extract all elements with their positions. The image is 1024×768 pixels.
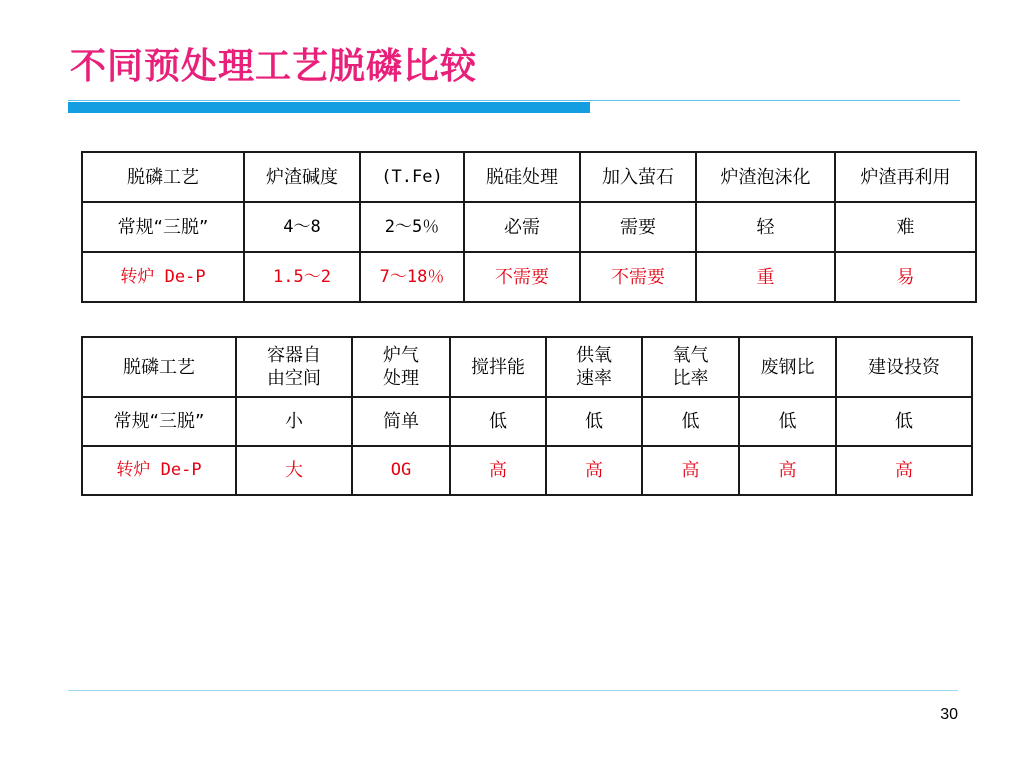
table-cell: 1.5～2 [244,252,360,302]
table-cell: 转炉 De-P [82,252,244,302]
table-cell: 需要 [580,202,696,252]
header-line: 由空间 [267,368,321,389]
table-cell: 2～5％ [360,202,464,252]
title-accent-bar [68,102,590,113]
footer-divider [68,690,958,691]
table-header-cell [352,337,450,397]
table-cell: 4～8 [244,202,360,252]
table-header-cell [836,337,972,397]
table-cell: 小 [236,397,352,446]
table-header-cell: 脱硅处理 [464,152,580,202]
table-cell: 低 [642,397,739,446]
header-line: 容器自 [267,345,321,366]
header-line: 搅拌能 [471,356,525,378]
table-cell: 高 [642,446,739,495]
process-comparison-table-1 [81,151,977,303]
header-line: 处理 [383,368,419,389]
header-line: 建设投资 [868,356,940,378]
table-header-cell [450,337,546,397]
table-cell: 必需 [464,202,580,252]
header-line: 供氧 [576,345,612,366]
header-line: 速率 [576,368,612,389]
table-header-cell: 炉渣碱度 [244,152,360,202]
table-cell: 常规“三脱” [82,397,236,446]
table-cell: 低 [450,397,546,446]
table-header-row [82,337,972,397]
table-row-highlighted [82,446,972,495]
header-line: 氧气 [672,345,709,366]
table-row-highlighted [82,252,976,302]
page-number: 30 [940,706,958,723]
table-cell: OG [352,446,450,495]
table-header-cell [739,337,836,397]
table-header-row [82,152,976,202]
table-cell: 低 [739,397,836,446]
table-cell: 低 [836,397,972,446]
header-line: 炉气 [383,345,419,366]
table-header-cell: 炉渣泡沫化 [696,152,835,202]
table-cell: 轻 [696,202,835,252]
table-header-cell: 脱磷工艺 [82,152,244,202]
table-header-cell [546,337,642,397]
table-cell: 不需要 [464,252,580,302]
table-cell: 重 [696,252,835,302]
table-header-cell [82,337,236,397]
table-header-cell: 加入萤石 [580,152,696,202]
table-cell: 高 [836,446,972,495]
table-cell: 大 [236,446,352,495]
table-cell: 7～18％ [360,252,464,302]
table-row [82,202,976,252]
table-cell: 常规“三脱” [82,202,244,252]
table-header-cell [236,337,352,397]
table-cell: 高 [450,446,546,495]
table-cell: 不需要 [580,252,696,302]
table-cell: 易 [835,252,976,302]
process-comparison-table-2 [81,336,973,496]
header-line: 比率 [672,368,709,389]
header-line: 废钢比 [760,356,815,378]
table-cell: 高 [546,446,642,495]
table-header-cell: 炉渣再利用 [835,152,976,202]
table-cell: 低 [546,397,642,446]
table-row [82,397,972,446]
title-underline-thin [68,100,960,101]
header-line: 脱磷工艺 [123,356,195,378]
table-cell: 难 [835,202,976,252]
table-cell: 转炉 De-P [82,446,236,495]
table-header-cell [642,337,739,397]
table-cell: 简单 [352,397,450,446]
table-cell: 高 [739,446,836,495]
slide-title: 不同预处理工艺脱磷比较 [70,46,478,87]
table-header-cell: (T.Fe) [360,152,464,202]
